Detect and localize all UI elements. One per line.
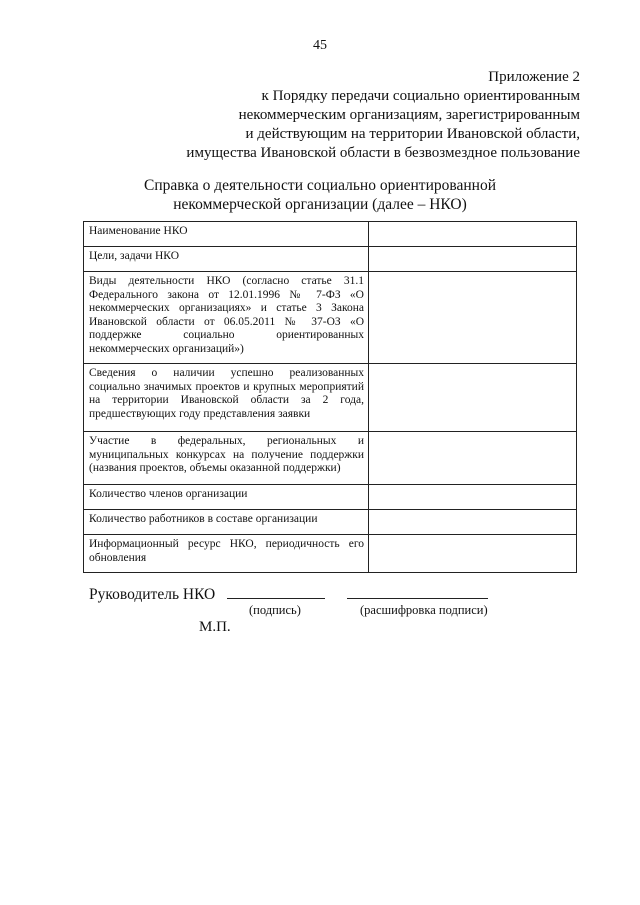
table-row <box>84 535 577 573</box>
row-label: Цели, задачи НКО <box>84 247 369 272</box>
appendix-line: Приложение 2 <box>488 69 580 85</box>
table-row <box>84 510 577 535</box>
row-value-cell[interactable] <box>369 247 577 272</box>
signature-label: Руководитель НКО <box>89 586 216 603</box>
appendix-line: и действующим на территории Ивановской области, <box>245 126 580 142</box>
signature-line[interactable] <box>227 586 325 599</box>
row-label: Наименование НКО <box>84 222 369 247</box>
title-line: некоммерческой организации (далее – НКО) <box>173 196 467 213</box>
appendix-line: к Порядку передачи социально ориентированным <box>261 88 580 104</box>
appendix-line: имущества Ивановской области в безвозмездное пользование <box>186 145 580 161</box>
signature-caption: (подпись) <box>249 603 301 617</box>
row-value-cell[interactable] <box>369 222 577 247</box>
table-row <box>84 272 577 364</box>
table-row <box>84 247 577 272</box>
row-value-cell[interactable] <box>369 272 577 364</box>
row-label: Сведения о наличии успешно реализованных социально значимых проектов и крупных мероприятий на территории Ивановской области за 2 года, предшествующих году представления заявки <box>84 364 369 432</box>
appendix-line: некоммерческим организациям, зарегистрированным <box>238 107 580 123</box>
row-value-cell[interactable] <box>369 364 577 432</box>
table-row <box>84 222 577 247</box>
table-row <box>84 364 577 432</box>
table-row <box>84 485 577 510</box>
decryption-line[interactable] <box>347 586 488 599</box>
decryption-caption: (расшифровка подписи) <box>360 603 488 617</box>
row-value-cell[interactable] <box>369 485 577 510</box>
nko-info-table <box>83 221 577 573</box>
table-row <box>84 432 577 485</box>
row-value-cell[interactable] <box>369 510 577 535</box>
title-line: Справка о деятельности социально ориентированной <box>144 177 496 194</box>
row-label: Количество работников в составе организации <box>84 510 369 535</box>
row-label: Участие в федеральных, региональных и муниципальных конкурсах на получение поддержки (названия проектов, объемы оказанной поддержки) <box>84 432 369 485</box>
signature-row <box>89 586 488 604</box>
appendix-header <box>186 68 580 163</box>
row-label: Виды деятельности НКО (согласно статье 31.1 Федерального закона от 12.01.1996 № 7-ФЗ «О некоммерческих организациях» и статье 3 Закона Ивановской области от 06.05.2011 № 37-ОЗ «О поддержке социально ориентированных некоммерческих организаций») <box>84 272 369 364</box>
row-label: Количество членов организации <box>84 485 369 510</box>
page-number: 45 <box>313 38 327 53</box>
row-label: Информационный ресурс НКО, периодичность его обновления <box>84 535 369 573</box>
stamp-placeholder: М.П. <box>199 619 231 635</box>
row-value-cell[interactable] <box>369 535 577 573</box>
document-title <box>0 176 640 214</box>
row-value-cell[interactable] <box>369 432 577 485</box>
